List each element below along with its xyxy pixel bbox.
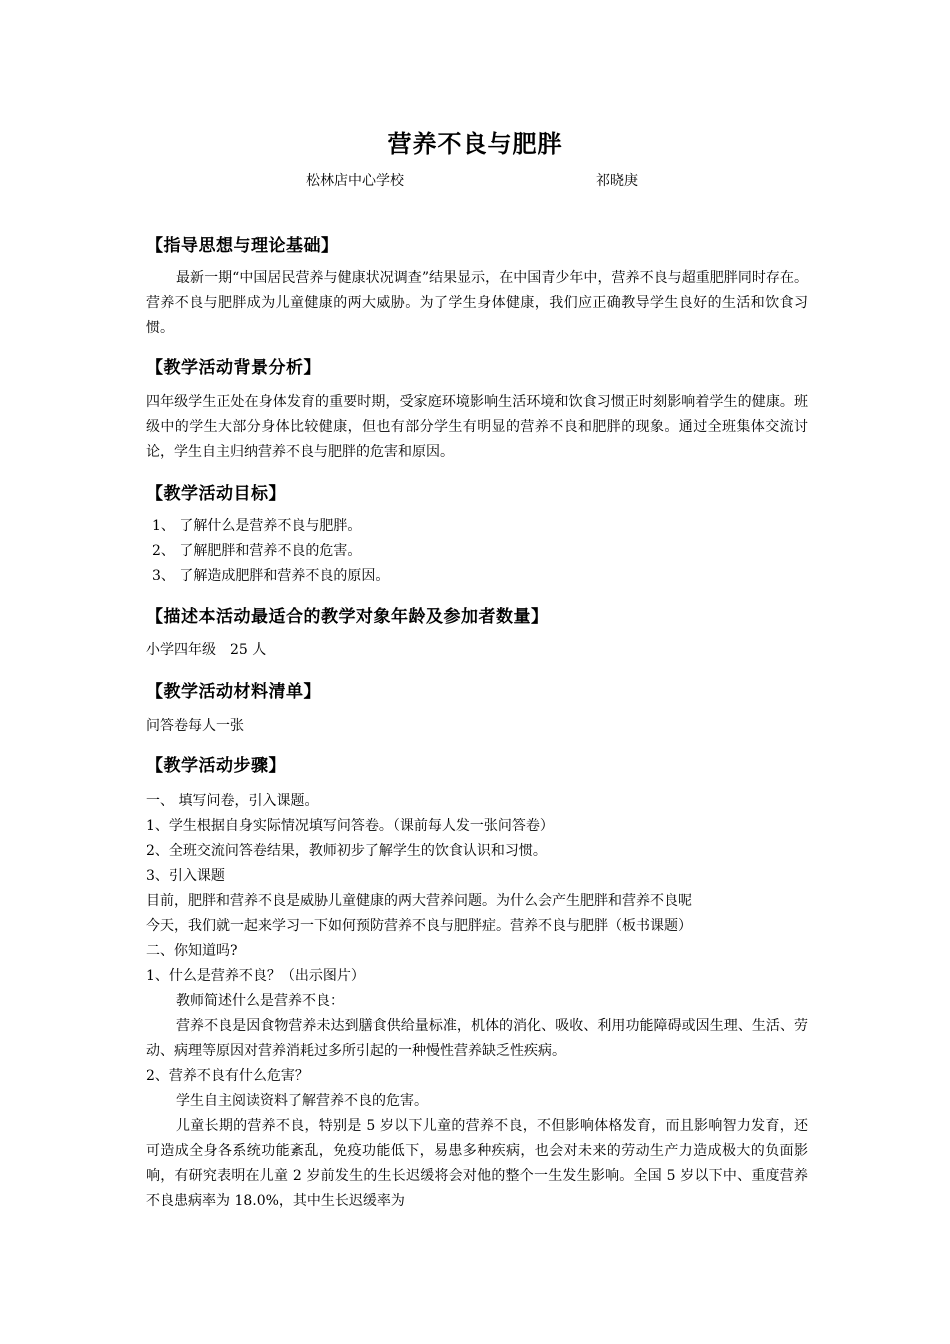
document-title: 营养不良与肥胖	[387, 129, 563, 158]
definition-paragraph: 营养不良是因食物营养未达到膳食供给量标准，机体的消化、吸收、利用功能障碍或因生理、生活、劳动、病理等原因对营养消耗过多所引起的一种慢性营养缺乏性疾病。	[146, 1018, 808, 1059]
step-line: 2、全班交流问答卷结果，教师初步了解学生的饮食认识和习惯。	[146, 843, 547, 859]
school-name: 松林店中心学校	[306, 173, 404, 189]
objective-item: 3、 了解造成肥胖和营养不良的原因。	[152, 568, 390, 584]
step-line: 3、引入课题	[146, 868, 225, 884]
paragraph-guiding: 最新一期“中国居民营养与健康状况调查”结果显示，在中国青少年中，营养不良与超重肥胖同时存在。营养不良与肥胖成为儿童健康的两大威胁。为了学生身体健康，我们应正确教导学生良好的生活和饮食习惯。	[146, 270, 808, 336]
materials-text: 问答卷每人一张	[146, 718, 244, 734]
teacher-intro: 教师简述什么是营养不良：	[176, 993, 344, 1009]
step-line: 二、你知道吗?	[146, 943, 238, 959]
heading-steps: 【教学活动步骤】	[146, 756, 286, 776]
objective-item: 1、 了解什么是营养不良与肥胖。	[152, 518, 362, 534]
step-line: 2、营养不良有什么危害？	[146, 1068, 309, 1084]
audience-text: 小学四年级 25 人	[146, 642, 267, 658]
step-line: 1、什么是营养不良？（出示图片）	[146, 968, 365, 984]
step-line: 1、学生根据自身实际情况填写问答卷。（课前每人发一张问答卷）	[146, 818, 554, 834]
heading-objectives: 【教学活动目标】	[146, 484, 286, 504]
step-line: 目前，肥胖和营养不良是威胁儿童健康的两大营养问题。为什么会产生肥胖和营养不良呢	[146, 893, 692, 909]
step-line: 今天，我们就一起来学习一下如何预防营养不良与肥胖症。营养不良与肥胖（板书课题）	[146, 918, 692, 934]
step-line: 一、 填写问卷，引入课题。	[146, 793, 319, 809]
heading-materials: 【教学活动材料清单】	[146, 682, 321, 702]
heading-background: 【教学活动背景分析】	[146, 358, 321, 378]
heading-guiding: 【指导思想与理论基础】	[146, 236, 339, 256]
paragraph-background: 四年级学生正处在身体发育的重要时期，受家庭环境影响生活环境和饮食习惯正时刻影响着学生的健康。班级中的学生大部分身体比较健康，但也有部分学生有明显的营养不良和肥胖的现象。通过全班集体交流讨论，学生自主归纳营养不良与肥胖的危害和原因。	[146, 394, 808, 460]
objective-item: 2、 了解肥胖和营养不良的危害。	[152, 543, 362, 559]
author-name: 祁晓庚	[596, 173, 638, 189]
harm-paragraph: 儿童长期的营养不良，特别是 5 岁以下儿童的营养不良，不但影响体格发育，而且影响智力发育，还可造成全身各系统功能紊乱，免疫功能低下，易患多种疾病，也会对未来的劳动生产力造成极大的负面影响，有研究表明在儿童 2 岁前发生的生长迟缓将会对他的整个一生发生影响。全国 5 岁以下中、重度营养不良患病率为 18.0%，其中生长迟缓率为	[146, 1118, 808, 1209]
heading-audience: 【描述本活动最适合的教学对象年龄及参加者数量】	[146, 607, 549, 627]
reading-instruction: 学生自主阅读资料了解营养不良的危害。	[176, 1093, 428, 1109]
